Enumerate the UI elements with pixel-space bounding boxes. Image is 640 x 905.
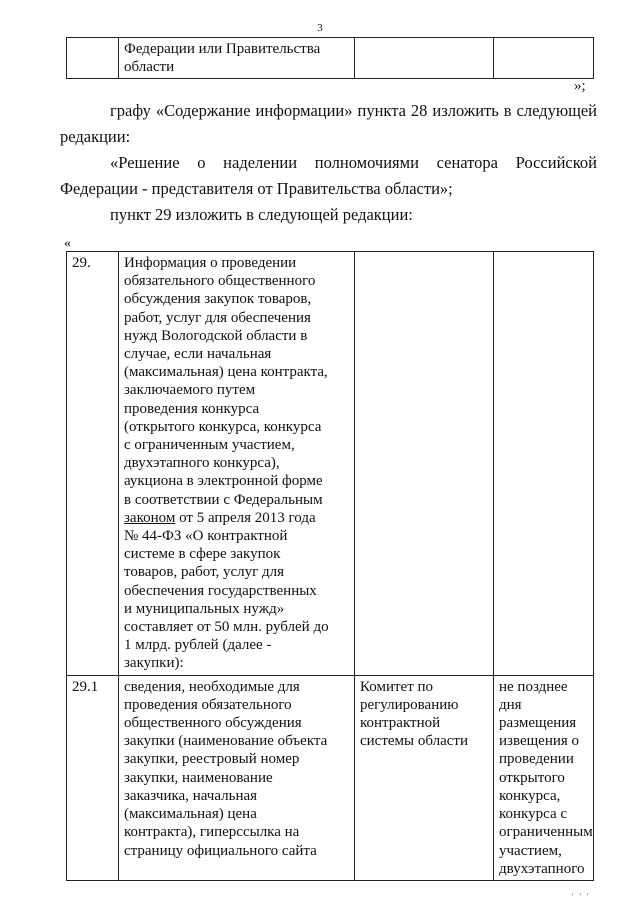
- deadline-cell: [494, 675, 594, 880]
- paragraph-3: пункт 29 изложить в следующей редакции:: [110, 205, 413, 224]
- footer-mark: ' ' ': [572, 892, 591, 901]
- responsible-text: Комитет по регулированию контрактной системы области: [360, 678, 469, 750]
- row-number-cell: 29.: [67, 252, 119, 676]
- paragraph-1: графу «Содержание информации» пункта 28 изложить в следующей редакции:: [60, 101, 597, 146]
- content-text-after: от 5 апреля 2013 года № 44-ФЗ «О контрактной системе в сфере закупок товаров, работ, услуг для обеспечения государственных и муниципальных нужд» составляет от 50 млн. рублей до 1 млрд. рублей (далее - закупки):: [124, 509, 329, 672]
- paragraph-2: «Решение о наделении полномочиями сенатора Российской Федерации - представителя от Правительства области»;: [60, 153, 597, 198]
- row-number-cell: 29.1: [67, 675, 119, 880]
- responsible-cell: [355, 38, 494, 79]
- row-number-cell: [67, 38, 119, 79]
- table-fragment-top: [66, 37, 594, 79]
- deadline-cell: [494, 38, 594, 79]
- content-cell: [119, 675, 355, 880]
- table-row: [67, 252, 594, 676]
- table-row: [67, 38, 594, 79]
- content-cell: [119, 252, 355, 676]
- content-text: сведения, необходимые для проведения обязательного общественного обсуждения закупки (наименование объекта закупки, реестровый номер закупки, наименование заказчика, начальная (максимальная) цена контракта), гиперссылка на страницу официального сайта: [124, 678, 328, 859]
- content-text: Федерации или Правительства области: [124, 41, 321, 76]
- law-link[interactable]: законом: [124, 509, 176, 526]
- content-cell: [119, 38, 355, 79]
- table-row: [67, 675, 594, 880]
- closing-quote: »;: [574, 78, 586, 94]
- content-text-before: Информация о проведении обязательного общественного обсуждения закупок товаров, работ, услуг для обеспечения нужд Вологодской области в случае, если начальная (максимальная) цена контракта, заключаемого путем проведения конкурса (открытого конкурса, конкурса с ограниченным участием, двухэтапного конкурса), аукциона в электронной форме в соответствии с Федеральным: [124, 255, 328, 508]
- table-fragment-main: [66, 251, 594, 881]
- opening-quote: «: [64, 236, 71, 251]
- deadline-text: не позднее дня размещения извещения о проведении открытого конкурса, конкурса с ограниченным участием, двухэтапного: [499, 678, 593, 877]
- page-number: 3: [317, 22, 323, 34]
- responsible-cell: [355, 252, 494, 676]
- deadline-cell: [494, 252, 594, 676]
- responsible-cell: [355, 675, 494, 880]
